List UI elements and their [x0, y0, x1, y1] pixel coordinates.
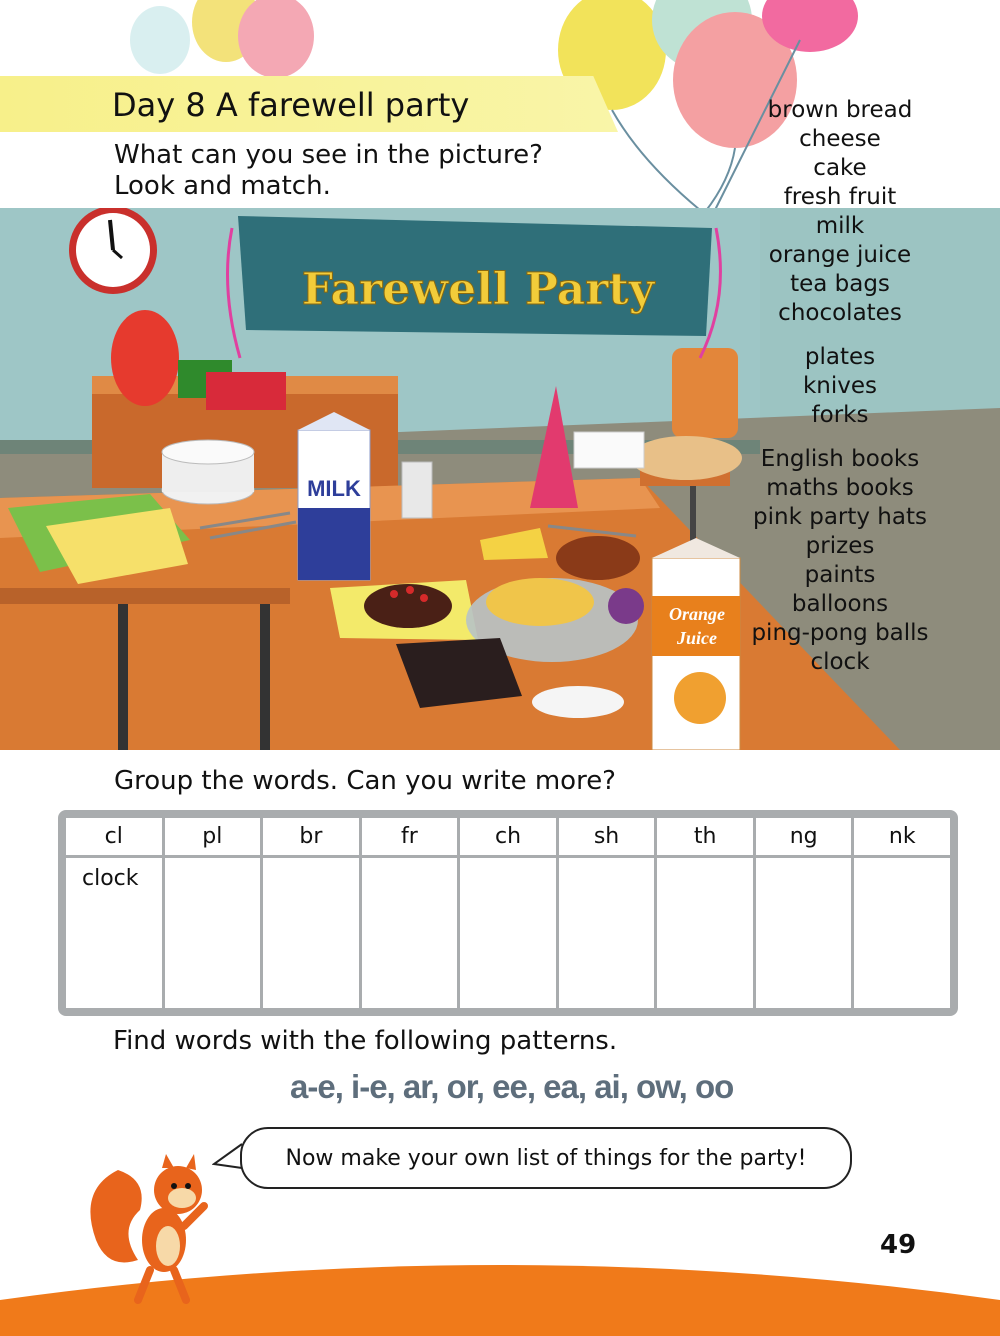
column-cell[interactable]: [657, 858, 753, 1008]
table-column: [559, 818, 655, 1008]
word-item: plates: [804, 344, 876, 370]
juice-label-2: Juice: [677, 628, 717, 648]
patterns-instruction: Find words with the following patterns.: [113, 1026, 618, 1056]
column-header: cl: [66, 818, 162, 855]
column-header: pl: [165, 818, 261, 855]
group-instruction: Group the words. Can you write more?: [114, 766, 616, 796]
word-item: fresh fruit: [783, 184, 897, 210]
word-group-things: [740, 445, 940, 677]
word-item: cheese: [799, 126, 881, 152]
instruction-line-2: Look and match.: [114, 171, 331, 201]
column-header: nk: [854, 818, 950, 855]
table-column: [756, 818, 852, 1008]
word-group-tableware: [740, 343, 940, 430]
column-cell[interactable]: clock: [66, 858, 162, 1008]
page-number: 49: [880, 1230, 917, 1260]
word-item: forks: [811, 402, 869, 428]
table-column: [362, 818, 458, 1008]
table-column: [263, 818, 359, 1008]
column-cell[interactable]: [362, 858, 458, 1008]
column-cell[interactable]: [165, 858, 261, 1008]
word-item: paints: [804, 562, 876, 588]
table-column: [66, 818, 162, 1008]
column-header: th: [657, 818, 753, 855]
word-item: prizes: [805, 533, 875, 559]
page-title: Day 8 A farewell party: [112, 86, 470, 124]
table-column: [854, 818, 950, 1008]
column-header: ch: [460, 818, 556, 855]
table-column: [460, 818, 556, 1008]
banner-text: Farewell Party: [301, 264, 655, 315]
word-item: milk: [815, 213, 865, 239]
word-item: knives: [802, 373, 878, 399]
word-item: chocolates: [778, 300, 902, 326]
column-cell[interactable]: [756, 858, 852, 1008]
word-item: ping-pong balls: [751, 620, 929, 646]
word-item: clock: [810, 649, 870, 675]
squirrel-mascot-icon: [78, 1150, 228, 1320]
word-item: orange juice: [768, 242, 912, 268]
instruction-line-1: What can you see in the picture?: [114, 140, 543, 170]
word-item: maths books: [766, 475, 914, 501]
word-item: English books: [760, 446, 920, 472]
column-cell[interactable]: [460, 858, 556, 1008]
word-item: brown bread: [767, 97, 913, 123]
column-cell[interactable]: [263, 858, 359, 1008]
word-group-table: [58, 810, 958, 1016]
milk-label: MILK: [307, 476, 361, 501]
word-item: tea bags: [790, 271, 890, 297]
word-item: balloons: [791, 591, 889, 617]
patterns-list: a-e, i-e, ar, or, ee, ea, ai, ow, oo: [290, 1068, 734, 1105]
juice-label-1: Orange: [668, 604, 726, 624]
table-column: [165, 818, 261, 1008]
column-header: br: [263, 818, 359, 855]
column-cell[interactable]: [854, 858, 950, 1008]
speech-bubble: Now make your own list of things for the party!: [240, 1127, 852, 1189]
column-header: fr: [362, 818, 458, 855]
word-item: pink party hats: [753, 504, 927, 530]
column-cell[interactable]: [559, 858, 655, 1008]
table-column: [657, 818, 753, 1008]
word-item: cake: [813, 155, 867, 181]
column-header: ng: [756, 818, 852, 855]
word-list: [740, 96, 940, 692]
word-group-food: [740, 96, 940, 328]
column-header: sh: [559, 818, 655, 855]
